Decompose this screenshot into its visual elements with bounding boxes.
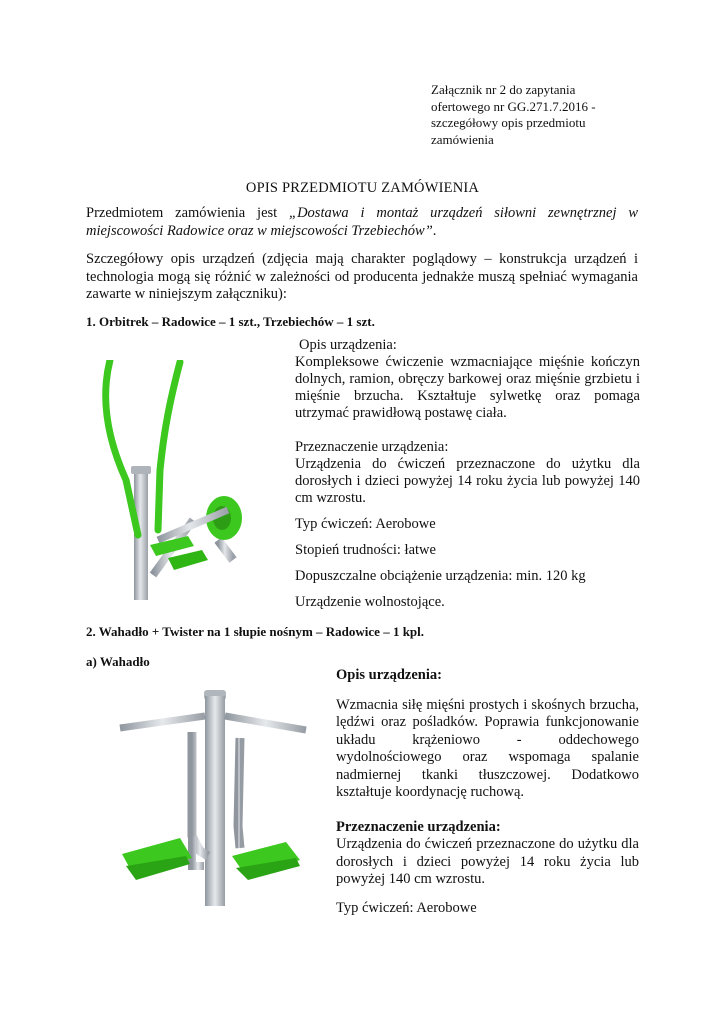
annex-line: szczegółowy opis przedmiotu [431, 115, 586, 130]
item1-description [295, 337, 640, 611]
intro-paragraph [86, 205, 638, 240]
item2-opis-text: Wzmacnia siłę mięśni prostych i skośnych brzucha, lędźwi oraz pośladków. Poprawia funkcjonowanie układu krążeniowo - oddechowego wydolnościowego oraz wspomaga spalanie nadmiernej tkanki tłuszczowej. Dodatkowo kształtuje koordynację ruchową. [336, 696, 639, 800]
annex-line: Załącznik nr 2 do zapytania [431, 82, 576, 97]
item1-opis-label: Opis urządzenia: [299, 337, 397, 353]
details-paragraph: Szczegółowy opis urządzeń (zdjęcia mają charakter poglądowy – konstrukcja urządzeń i technologia mogą się różnić w zależności od producenta jednakże muszą spełniać wymagania zawarte w niniejszym załączniku): [86, 251, 638, 302]
item2-przeznaczenie-label: Przeznaczenie urządzenia: [336, 818, 501, 835]
item1-stopien: Stopień trudności: łatwe [295, 542, 436, 558]
item1-przeznaczenie-label: Przeznaczenie urządzenia: [295, 439, 449, 455]
intro-prefix: Przedmiotem zamówienia jest [86, 205, 290, 221]
item1-obciazenie: Dopuszczalne obciążenie urządzenia: min. 120 kg [295, 568, 586, 584]
item2-opis-label: Opis urządzenia: [336, 667, 442, 683]
annex-note [431, 82, 631, 148]
intro-suffix: . [432, 222, 437, 239]
annex-line: ofertowego nr GG.271.7.2016 - [431, 98, 596, 114]
orbitrek-image [98, 360, 264, 610]
item2-subheading: a) Wahadło [86, 654, 150, 669]
page-title: OPIS PRZEDMIOTU ZAMÓWIENIA [245, 180, 480, 196]
item1-wolnostojace: Urządzenie wolnostojące. [295, 594, 445, 610]
item2-przeznaczenie-text: Urządzenia do ćwiczeń przeznaczone do użytku dla dorosłych i dzieci powyżej 14 roku życia lub powyżej 140 cm wzrostu. [336, 836, 639, 887]
wahadlo-image [100, 686, 324, 914]
item2-typ: Typ ćwiczeń: Aerobowe [336, 899, 477, 916]
item1-typ: Typ ćwiczeń: Aerobowe [295, 516, 436, 532]
item2-description [336, 667, 639, 917]
item1-opis-text: Kompleksowe ćwiczenie wzmacniające mięśnie kończyn dolnych, ramion, obręczy barkowej oraz mięśnie grzbietu i mięśnie brzucha. Kształtuje sylwetkę oraz pomaga utrzymać prawidłową postawę ciała. [295, 354, 640, 421]
intro-quote: „Dostawa i montaż urządzeń siłowni zewnętrznej w miejscowości Radowice oraz w miejscowości Trzebiechów” [86, 205, 638, 239]
item1-heading: 1. Orbitrek – Radowice – 1 szt., Trzebiechów – 1 szt. [86, 314, 375, 329]
item2-heading: 2. Wahadło + Twister na 1 słupie nośnym – Radowice – 1 kpl. [86, 624, 425, 639]
annex-line: zamówienia [431, 131, 494, 147]
item1-przeznaczenie-text: Urządzenia do ćwiczeń przeznaczone do użytku dla dorosłych i dzieci powyżej 14 roku życia lub powyżej 140 cm wzrostu. [295, 456, 640, 506]
